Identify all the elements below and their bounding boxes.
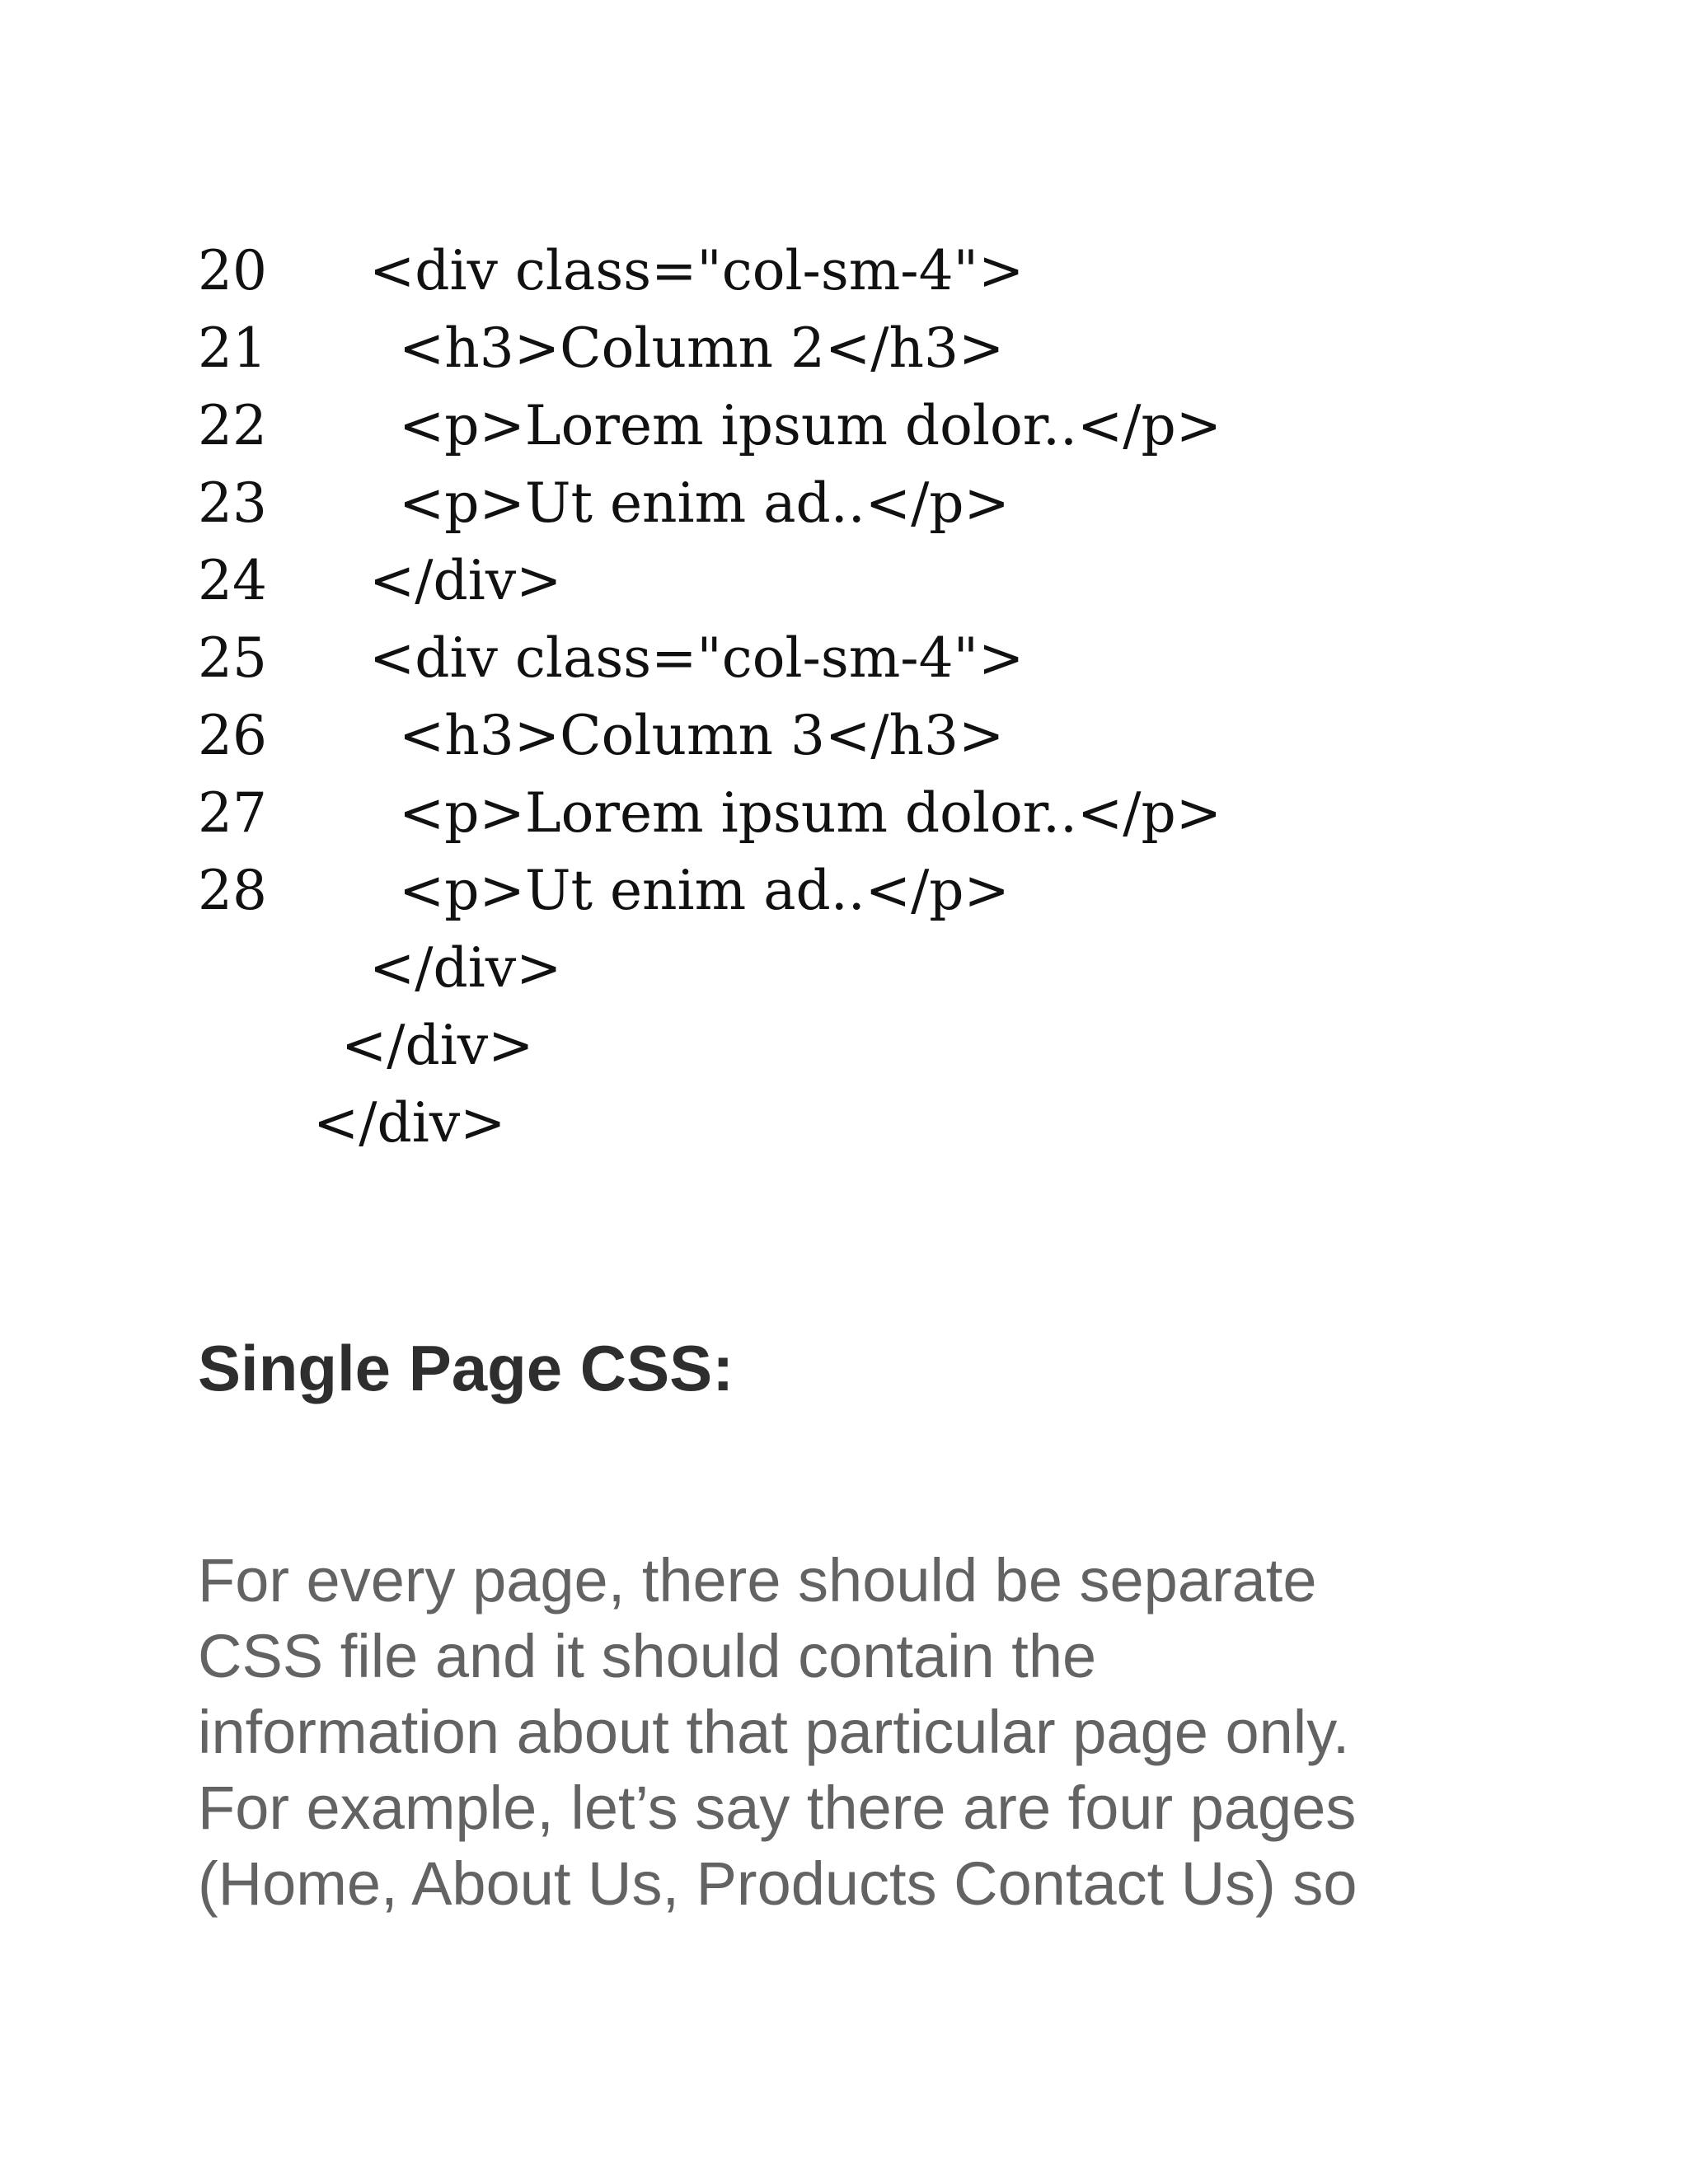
code-line [198, 852, 1599, 930]
code-line [198, 542, 1599, 620]
code-text: <h3>Column 3</h3> [399, 704, 1005, 767]
line-number: 24 [198, 549, 267, 612]
code-line [198, 1007, 1599, 1085]
code-line [198, 697, 1599, 775]
paragraph-line: For every page, there should be separate [198, 1546, 1317, 1615]
code-listing [198, 232, 1599, 1162]
code-text: <h3>Column 2</h3> [399, 316, 1005, 380]
code-text: <p>Lorem ipsum dolor..</p> [399, 781, 1222, 845]
line-number: 21 [198, 316, 267, 380]
section-heading: Single Page CSS: [198, 1332, 734, 1404]
line-number: 28 [198, 859, 267, 922]
line-number: 22 [198, 394, 267, 457]
body-paragraph [198, 1543, 1615, 1922]
paragraph-line: information about that particular page only. [198, 1698, 1350, 1766]
code-text: </div> [341, 1014, 534, 1077]
code-line [198, 1085, 1599, 1162]
code-text: <div class="col-sm-4"> [369, 626, 1025, 690]
line-number: 27 [198, 781, 267, 845]
line-number: 23 [198, 471, 267, 535]
code-text: <div class="col-sm-4"> [369, 239, 1025, 302]
line-number: 25 [198, 626, 267, 690]
code-line [198, 232, 1599, 310]
line-number: 20 [198, 239, 267, 302]
paragraph-line: CSS file and it should contain the [198, 1622, 1097, 1690]
code-line [198, 465, 1599, 542]
code-line [198, 387, 1599, 465]
code-text: </div> [369, 549, 562, 612]
line-number: 26 [198, 704, 267, 767]
code-line [198, 620, 1599, 697]
code-line [198, 930, 1599, 1007]
code-line [198, 775, 1599, 852]
code-text: <p>Lorem ipsum dolor..</p> [399, 394, 1222, 457]
code-text: </div> [313, 1091, 506, 1155]
paragraph-line: For example, let’s say there are four pages [198, 1774, 1357, 1842]
paragraph-line: (Home, About Us, Products Contact Us) so [198, 1849, 1357, 1918]
code-text: <p>Ut enim ad..</p> [399, 859, 1010, 922]
code-text: </div> [369, 936, 562, 1000]
code-line [198, 310, 1599, 387]
code-text: <p>Ut enim ad..</p> [399, 471, 1010, 535]
